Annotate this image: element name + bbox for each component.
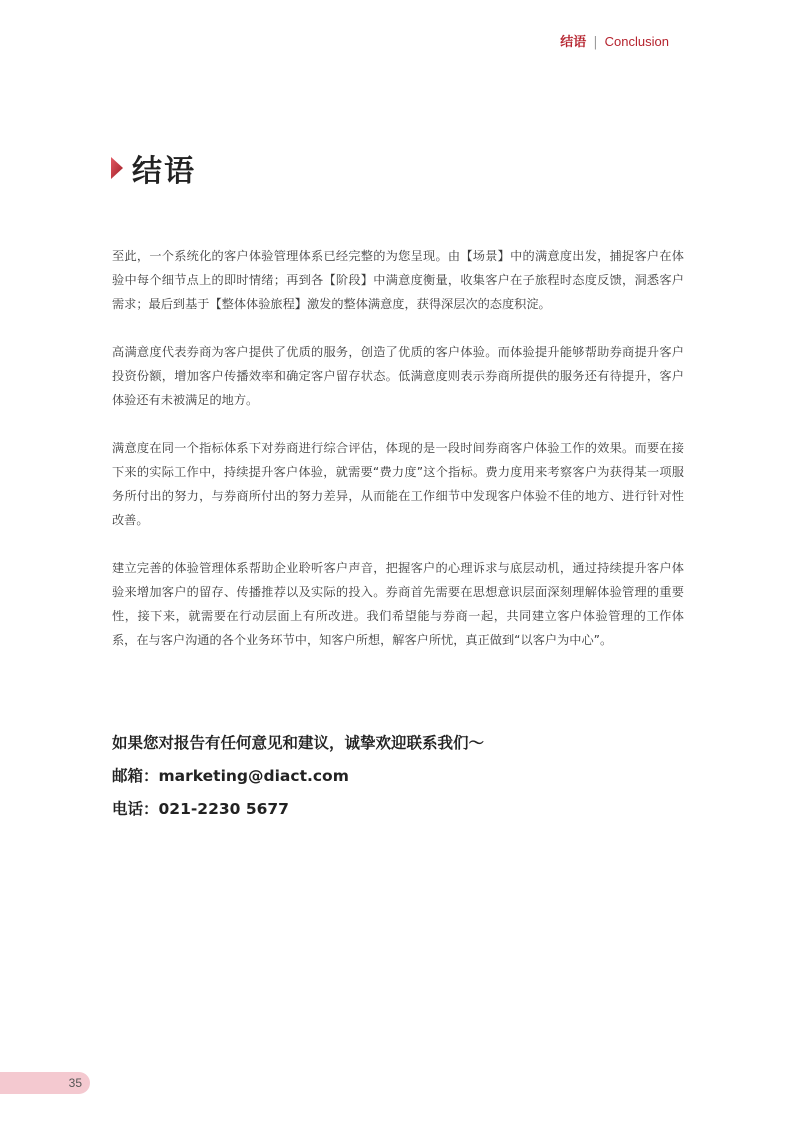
- page-number: 35: [68, 1076, 82, 1090]
- paragraph: 满意度在同一个指标体系下对券商进行综合评估，体现的是一段时间券商客户体验工作的效果。而要在接下来的实际工作中，持续提升客户体验，就需要“费力度”这个指标。费力度用来考察客户为获得某一项服务所付出的努力，与券商所付出的努力差异，从而能在工作细节中发现客户体验不佳的地方、进行针对性改善。: [112, 441, 684, 527]
- chevron-right-icon: [110, 154, 124, 182]
- header-separator: |: [593, 35, 598, 50]
- page-number-tab: [0, 1072, 90, 1094]
- section-title-en: Conclusion: [604, 34, 669, 49]
- section-header: [560, 33, 669, 52]
- conclusion-body: [112, 244, 684, 676]
- section-title-cn: 结语: [560, 35, 587, 50]
- paragraph: 至此，一个系统化的客户体验管理体系已经完整的为您呈现。由【场景】中的满意度出发，捕捉客户在体验中每个细节点上的即时情绪；再到各【阶段】中满意度衡量，收集客户在子旅程时态度反馈，洞悉客户需求；最后到基于【整体体验旅程】激发的整体满意度，获得深层次的态度积淀。: [112, 249, 684, 311]
- page-title: 结语: [132, 154, 196, 189]
- paragraph: 建立完善的体验管理体系帮助企业聆听客户声音，把握客户的心理诉求与底层动机，通过持续提升客户体验来增加客户的留存、传播推荐以及实际的投入。券商首先需要在思想意识层面深刻理解体验管理的重要性，接下来，就需要在行动层面上有所改进。我们希望能与券商一起，共同建立客户体验管理的工作体系，在与客户沟通的各个业务环节中，知客户所想，解客户所忧，真正做到“以客户为中心”。: [112, 561, 684, 647]
- page-heading: [110, 148, 196, 188]
- feedback-invitation: 如果您对报告有任何意见和建议，诚挚欢迎联系我们～: [112, 734, 485, 752]
- contact-info: [112, 727, 692, 826]
- paragraph: 高满意度代表券商为客户提供了优质的服务，创造了优质的客户体验。而体验提升能够帮助券商提升客户投资份额，增加客户传播效率和确定客户留存状态。低满意度则表示券商所提供的服务还有待提升，客户体验还有未被满足的地方。: [112, 345, 684, 407]
- contact-phone: 电话：021-2230 5677: [112, 800, 289, 818]
- contact-email[interactable]: 邮箱：marketing@diact.com: [112, 767, 349, 785]
